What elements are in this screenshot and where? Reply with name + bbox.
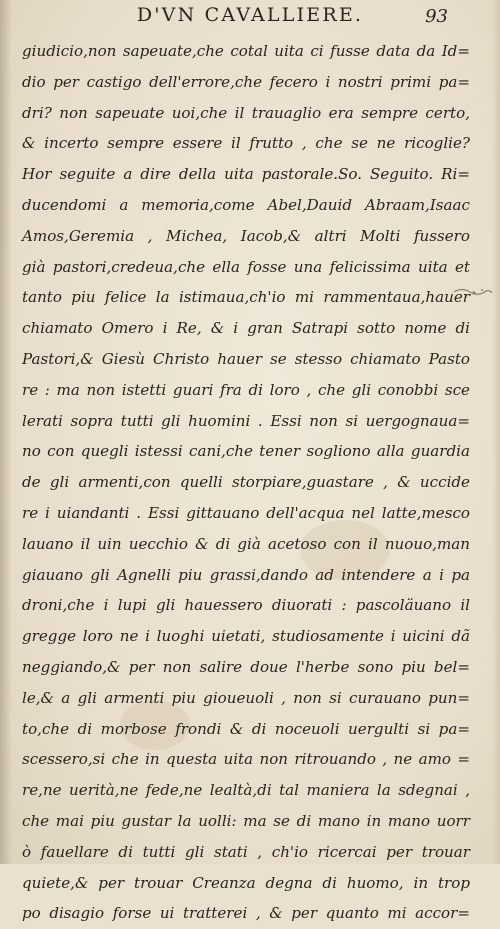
text-line: no con quegli istessi cani,che tener sogliono alla guardia <box>22 442 470 461</box>
text-line: ò fauellare di tutti gli stati , ch'io ricercai per trouar <box>22 842 470 861</box>
text-line: le,& a gli armenti piu gioueuoli , non si curauano pun= <box>22 688 470 707</box>
text-line: Amos,Geremia , Michea, Iacob,& altri Molti fussero <box>22 226 470 245</box>
text-line: re : ma non istetti guari fra di loro , che gli conobbi sce <box>22 380 470 399</box>
text-line: scessero,si che in questa uita non ritrouando , ne amo = <box>22 750 470 769</box>
text-line: re i uiandanti . Essi gittauano dell'acqua nel latte,mesco <box>22 503 470 522</box>
text-line: quiete,& per trouar Creanza degna di huomo, in trop <box>22 873 470 892</box>
page-edge <box>492 0 500 864</box>
running-head <box>0 4 500 34</box>
text-line: tanto piu felice la istimaua,ch'io mi rammentaua,hauer <box>22 288 470 307</box>
text-line: neggiando,& per non salire doue l'herbe sono piu bel= <box>22 657 470 676</box>
text-line: giauano gli Agnelli piu grassi,dando ad intendere a i pa <box>22 565 470 584</box>
text-line: gregge loro ne i luoghi uietati, studiosamente i uicini dã <box>22 627 470 646</box>
text-line: dio per castigo dell'errore,che fecero i nostri primi pa= <box>22 72 470 91</box>
text-line: to,che di morbose frondi & di noceuoli uergulti si pa= <box>22 719 470 738</box>
text-line: lerati sopra tutti gli huomini . Essi non si uergognaua= <box>22 411 470 430</box>
text-line: che mai piu gustar la uolli: ma se di mano in mano uorr <box>22 811 470 830</box>
gutter-shadow <box>0 0 12 864</box>
text-line: droni,che i lupi gli hauessero diuorati : pascoläuano il <box>22 596 470 615</box>
text-line: ducendomi a memoria,come Abel,Dauid Abraam,Isaac <box>22 195 470 214</box>
text-line: Pastori,& Giesù Christo hauer se stesso chiamato Pasto <box>22 349 470 368</box>
text-line: Hor seguite a dire della uita pastorale.So. Seguito. Ri= <box>22 165 470 184</box>
text-line: re,ne uerità,ne fede,ne lealtà,di tal maniera la sdegnai , <box>22 781 470 800</box>
running-title: D'VN CAVALLIERE. <box>136 4 364 26</box>
text-line: po disagio forse ui tratterei , & per quanto mi accor= <box>22 904 470 923</box>
page-number: 93 <box>425 6 448 27</box>
text-line: lauano il uin uecchio & di già acetoso con il nuouo,man <box>22 534 470 553</box>
text-line: & incerto sempre essere il frutto , che se ne ricoglie? <box>22 134 470 153</box>
text-line: dri? non sapeuate uoi,che il trauaglio era sempre certo, <box>22 103 470 122</box>
text-line: già pastori,credeua,che ella fosse una felicissima uita et <box>22 257 470 276</box>
text-line: de gli armenti,con quelli storpiare,guastare , & uccide <box>22 473 470 492</box>
text-line: chiamato Omero i Re, & i gran Satrapi sotto nome di <box>22 319 470 338</box>
text-line: giudicio,non sapeuate,che cotal uita ci fusse data da Id= <box>22 42 470 60</box>
body-text <box>22 36 470 929</box>
